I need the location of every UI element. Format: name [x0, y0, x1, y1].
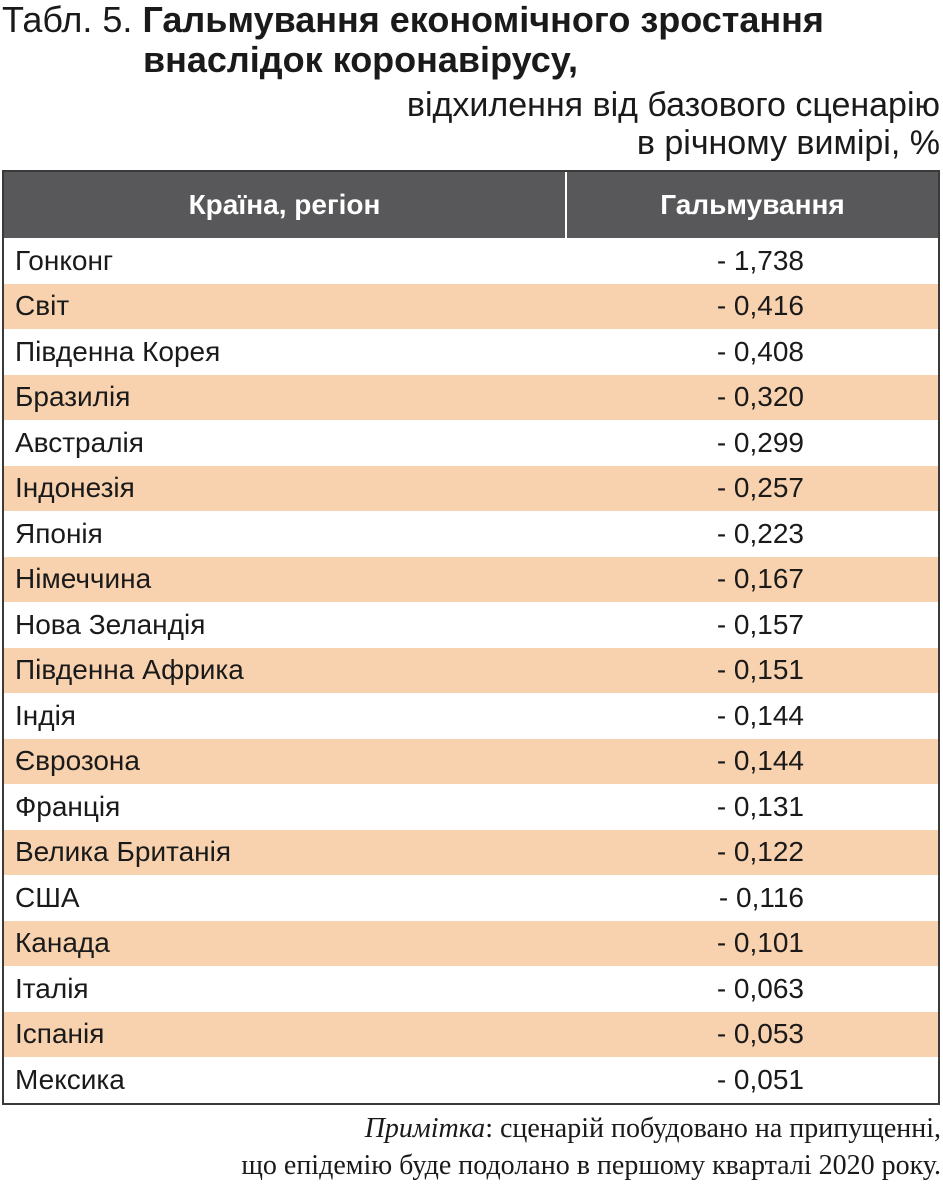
country-cell: Гонконг [4, 238, 566, 284]
slowdown-value-cell: - 0,151 [566, 648, 938, 694]
table-row [4, 966, 938, 1012]
table-row [4, 784, 938, 830]
country-cell: Світ [4, 284, 566, 330]
country-cell: Нова Зеландія [4, 602, 566, 648]
slowdown-value-cell: - 0,157 [566, 602, 938, 648]
footnote-label: Примітка [364, 1113, 486, 1144]
country-cell: Канада [4, 921, 566, 967]
slowdown-value-cell: - 0,320 [566, 375, 938, 421]
table-row [4, 466, 938, 512]
slowdown-value-cell: - 0,063 [566, 966, 938, 1012]
country-cell: Південна Корея [4, 329, 566, 375]
data-table [2, 170, 940, 1105]
table-row [4, 511, 938, 557]
footnote-line-1 [241, 1110, 941, 1147]
table-row [4, 602, 938, 648]
subtitle [2, 86, 942, 162]
table-title-block [2, 0, 942, 162]
footnote [241, 1110, 941, 1184]
footnote-line-2: що епідемію буде подолано в першому кварталі 2020 року. [241, 1150, 941, 1181]
header-slowdown: Гальмування [566, 172, 938, 238]
slowdown-value-cell: - 0,144 [566, 739, 938, 785]
table-row [4, 284, 938, 330]
slowdown-value-cell: - 0,131 [566, 784, 938, 830]
table-row [4, 739, 938, 785]
slowdown-value-cell: - 0,257 [566, 466, 938, 512]
country-cell: Індія [4, 693, 566, 739]
table-row [4, 420, 938, 466]
title-line-2: внаслідок коронавірусу, [143, 39, 579, 80]
table-number: Табл. 5. [2, 0, 133, 40]
slowdown-value-cell: - 0,122 [566, 830, 938, 876]
header-country: Країна, регіон [4, 172, 566, 238]
table-body [4, 238, 938, 1103]
table-header-row [4, 172, 938, 238]
table-row [4, 693, 938, 739]
country-cell: Італія [4, 966, 566, 1012]
slowdown-value-cell: - 0,144 [566, 693, 938, 739]
slowdown-value-cell: - 0,408 [566, 329, 938, 375]
subtitle-line-1: відхилення від базового сценарію [406, 86, 940, 124]
slowdown-value-cell: - 0,101 [566, 921, 938, 967]
table-row [4, 875, 938, 921]
title-line-1 [2, 0, 942, 40]
country-cell: Індонезія [4, 466, 566, 512]
table-row [4, 1057, 938, 1103]
title-text: Гальмування економічного зростання [142, 0, 824, 40]
country-cell: Велика Британія [4, 830, 566, 876]
country-cell: Мексика [4, 1057, 566, 1103]
country-cell: Єврозона [4, 739, 566, 785]
table-row [4, 921, 938, 967]
slowdown-value-cell: - 0,051 [566, 1057, 938, 1103]
slowdown-value-cell: - 0,053 [566, 1012, 938, 1058]
slowdown-value-cell: - 1,738 [566, 238, 938, 284]
country-cell: США [4, 875, 566, 921]
slowdown-value-cell: - 0,299 [566, 420, 938, 466]
slowdown-value-cell: - 0,223 [566, 511, 938, 557]
table-row [4, 375, 938, 421]
country-cell: Австралія [4, 420, 566, 466]
slowdown-table [4, 172, 938, 1103]
table-row [4, 1012, 938, 1058]
slowdown-value-cell: - 0,116 [566, 875, 938, 921]
table-row [4, 329, 938, 375]
country-cell: Бразилія [4, 375, 566, 421]
table-row [4, 648, 938, 694]
subtitle-line-2: в річному вимірі, % [636, 124, 940, 162]
table-row [4, 238, 938, 284]
table-row [4, 557, 938, 603]
footnote-text-1: : сценарій побудовано на припущенні, [485, 1113, 941, 1144]
country-cell: Франція [4, 784, 566, 830]
slowdown-value-cell: - 0,416 [566, 284, 938, 330]
table-row [4, 830, 938, 876]
country-cell: Іспанія [4, 1012, 566, 1058]
slowdown-value-cell: - 0,167 [566, 557, 938, 603]
country-cell: Німеччина [4, 557, 566, 603]
country-cell: Японія [4, 511, 566, 557]
country-cell: Південна Африка [4, 648, 566, 694]
